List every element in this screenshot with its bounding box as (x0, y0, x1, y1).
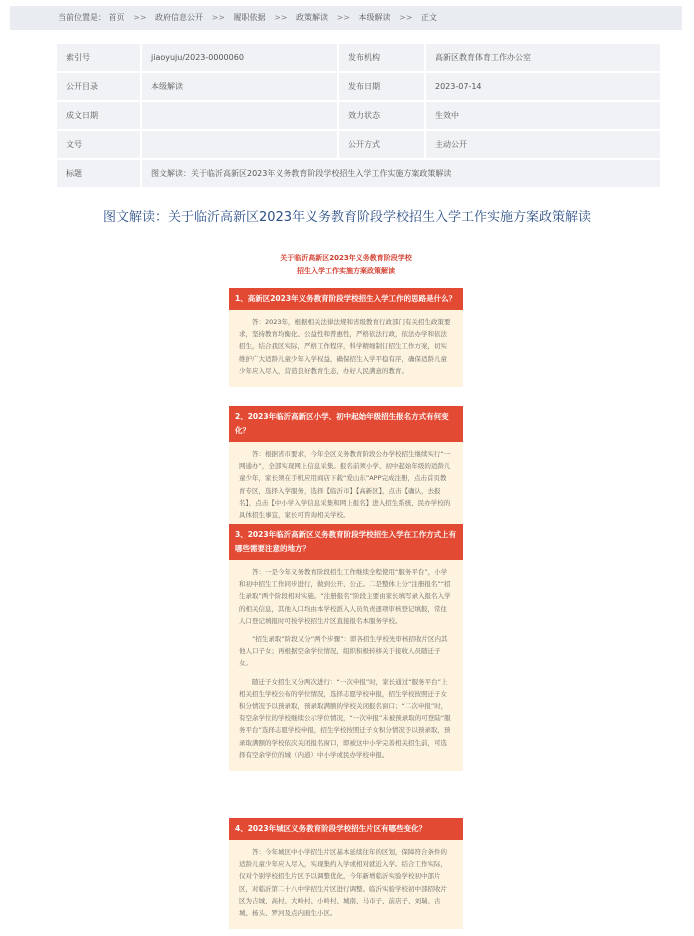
qa-answer (229, 840, 463, 929)
meta-value: 高新区教育体育工作办公室 (425, 43, 661, 72)
meta-value: 生效中 (425, 101, 661, 130)
breadcrumb-local-link[interactable]: 本级解读 (358, 13, 391, 22)
meta-label: 标题 (56, 159, 141, 188)
meta-row (56, 43, 661, 72)
meta-label: 公开方式 (338, 130, 425, 159)
meta-row (56, 72, 661, 101)
answer-paragraph: 答：根据省市要求，今年全区义务教育阶段公办学校招生继续实行“一网通办”，全部实现网上信息采集。报名前须小学、初中起始年级的适龄儿童少年，家长须在手机应用商店下载“爱山东”APP完成注册，点击首页教育专区，选择入学服务，选择【临沂市】【高新区】，点击【确认，去报名】，点击【中小学入学信息采集和网上报名】进入招生系统，民办学校的具体招生事宜，家长可咨询相关学校。 (239, 450, 451, 520)
qa-answer (229, 560, 463, 771)
infographic-title (227, 246, 465, 278)
meta-row (56, 101, 661, 130)
meta-title-value: 图文解读：关于临沂高新区2023年义务教育阶段学校招生入学工作实施方案政策解读 (141, 159, 661, 188)
meta-value: 2023-07-14 (425, 72, 661, 101)
qa-section (229, 818, 463, 929)
breadcrumb-separator: >> (133, 13, 147, 22)
breadcrumb-home-link[interactable]: 首页 (108, 13, 125, 22)
qa-answer (229, 310, 463, 387)
page-title: 图文解读：关于临沂高新区2023年义务教育阶段学校招生入学工作实施方案政策解读 (102, 210, 592, 225)
breadcrumb (10, 6, 682, 30)
breadcrumb-policy-link[interactable]: 政策解读 (296, 13, 329, 22)
meta-row (56, 130, 661, 159)
meta-label: 成文日期 (56, 101, 141, 130)
policy-infographic (227, 246, 465, 936)
breadcrumb-gov-info-link[interactable]: 政府信息公开 (155, 13, 204, 22)
breadcrumb-duty-basis-link[interactable]: 履职依据 (233, 13, 266, 22)
infographic-title-line: 关于临沂高新区2023年义务教育阶段学校 (280, 254, 412, 262)
breadcrumb-current: 正文 (421, 13, 438, 22)
qa-section (229, 288, 463, 387)
meta-value: 本级解读 (141, 72, 338, 101)
qa-question: 1、高新区2023年义务教育阶段学校招生入学工作的思路是什么？ (229, 288, 463, 310)
answer-paragraph: “招生录取”阶段又分“两个步骤”：即各招生学校先审核招收片区内其他人口子女；再根据空余学位情况，组织积极转移关于接收人员随迁子女。 (239, 635, 448, 668)
meta-label: 索引号 (56, 43, 141, 72)
breadcrumb-separator: >> (211, 13, 225, 22)
meta-value (141, 101, 338, 130)
meta-value: 主动公开 (425, 130, 661, 159)
meta-label: 效力状态 (338, 101, 425, 130)
qa-section (229, 524, 463, 771)
meta-value (141, 130, 338, 159)
meta-label: 发布日期 (338, 72, 425, 101)
breadcrumb-separator: >> (399, 13, 413, 22)
meta-label: 公开目录 (56, 72, 141, 101)
breadcrumb-separator: >> (274, 13, 288, 22)
meta-row-title (56, 159, 661, 188)
meta-label: 发布机构 (338, 43, 425, 72)
answer-paragraph: 答：2023年，根据相关法律法规和省级教育行政部门有关招生政策要求，坚持教育均衡化、公益性和普惠性，严格依法行政，依法办学和依法招生，结合我区实际，严格工作程序，科学精细制订招生工作方案，切实维护广大适龄儿童少年入学权益，确保招生入学平稳有序，确保适龄儿童少年应入尽入，营造良好教育生态，办好人民满意的教育。 (239, 318, 451, 375)
breadcrumb-lead: 当前位置是： (58, 13, 106, 22)
breadcrumb-separator: >> (336, 13, 350, 22)
qa-question: 4、2023年城区义务教育阶段学校招生片区有哪些变化？ (229, 818, 463, 840)
qa-question: 3、2023年临沂高新区义务教育阶段学校招生入学在工作方式上有哪些需要注意的地方？ (229, 524, 463, 560)
meta-label: 文号 (56, 130, 141, 159)
qa-question: 2、2023年临沂高新区小学、初中起始年级招生报名方式有何变化？ (229, 406, 463, 442)
answer-paragraph: 答：今年城区中小学招生片区基本延续往年的区划，保障符合条件的适龄儿童少年应入尽入，实现集约入学或相对就近入学。结合工作实际，仅对个别学校招生片区予以调整优化，今年新增临沂实验学校初中部片区，对临沂第二十八中学招生片区进行调整。临沂实验学校初中部招收片区为吉城、高村、大岭村、小岭村、城南、马市子、前店子、刘瑞、古城、杨头、罗河及点内面生小区。 (239, 848, 447, 918)
infographic-title-line: 招生入学工作实施方案政策解读 (297, 267, 395, 275)
answer-paragraph: 随迁子女招生又分两次进行：“一次申报”时，家长通过“服务平台”上相关招生学校公布的学位情况，选择志愿学校申报，招生学校按照迁子女积分情况予以预录取，预录取满额的学校关闭报名窗口；“二次申报”时，有空余学位的学校继续公示学位情况，“一次申报”未被预录取的可登陆“服务平台”选择志愿学校申报，招生学校按照迁子女积分情况予以预录取，预录取满额的学校依次关闭报名窗口，即被这中小学完善相关招生前，可选择有空余学位的城（内道）中小学或民办学校申报。 (239, 677, 451, 759)
meta-value: jiaoyuju/2023-0000060 (141, 43, 338, 72)
answer-paragraph: 答：一是今年义务教育阶段招生工作继续全程使用“服务平台”，小学和初中招生工作同步进行，做到公开、公正。二是整体上分“注册报名”“招生录取”两个阶段相对实施。“注册报名”阶段主要由家长填写录入报名入学的相关信息，其他入口均由本学校派入人员负责逐项审核登记填报，常住人口登记填报时可按学校招生片区直接报名本服务学校。 (239, 568, 451, 625)
document-meta-table (55, 42, 662, 189)
qa-section (229, 406, 463, 531)
qa-answer (229, 442, 463, 531)
